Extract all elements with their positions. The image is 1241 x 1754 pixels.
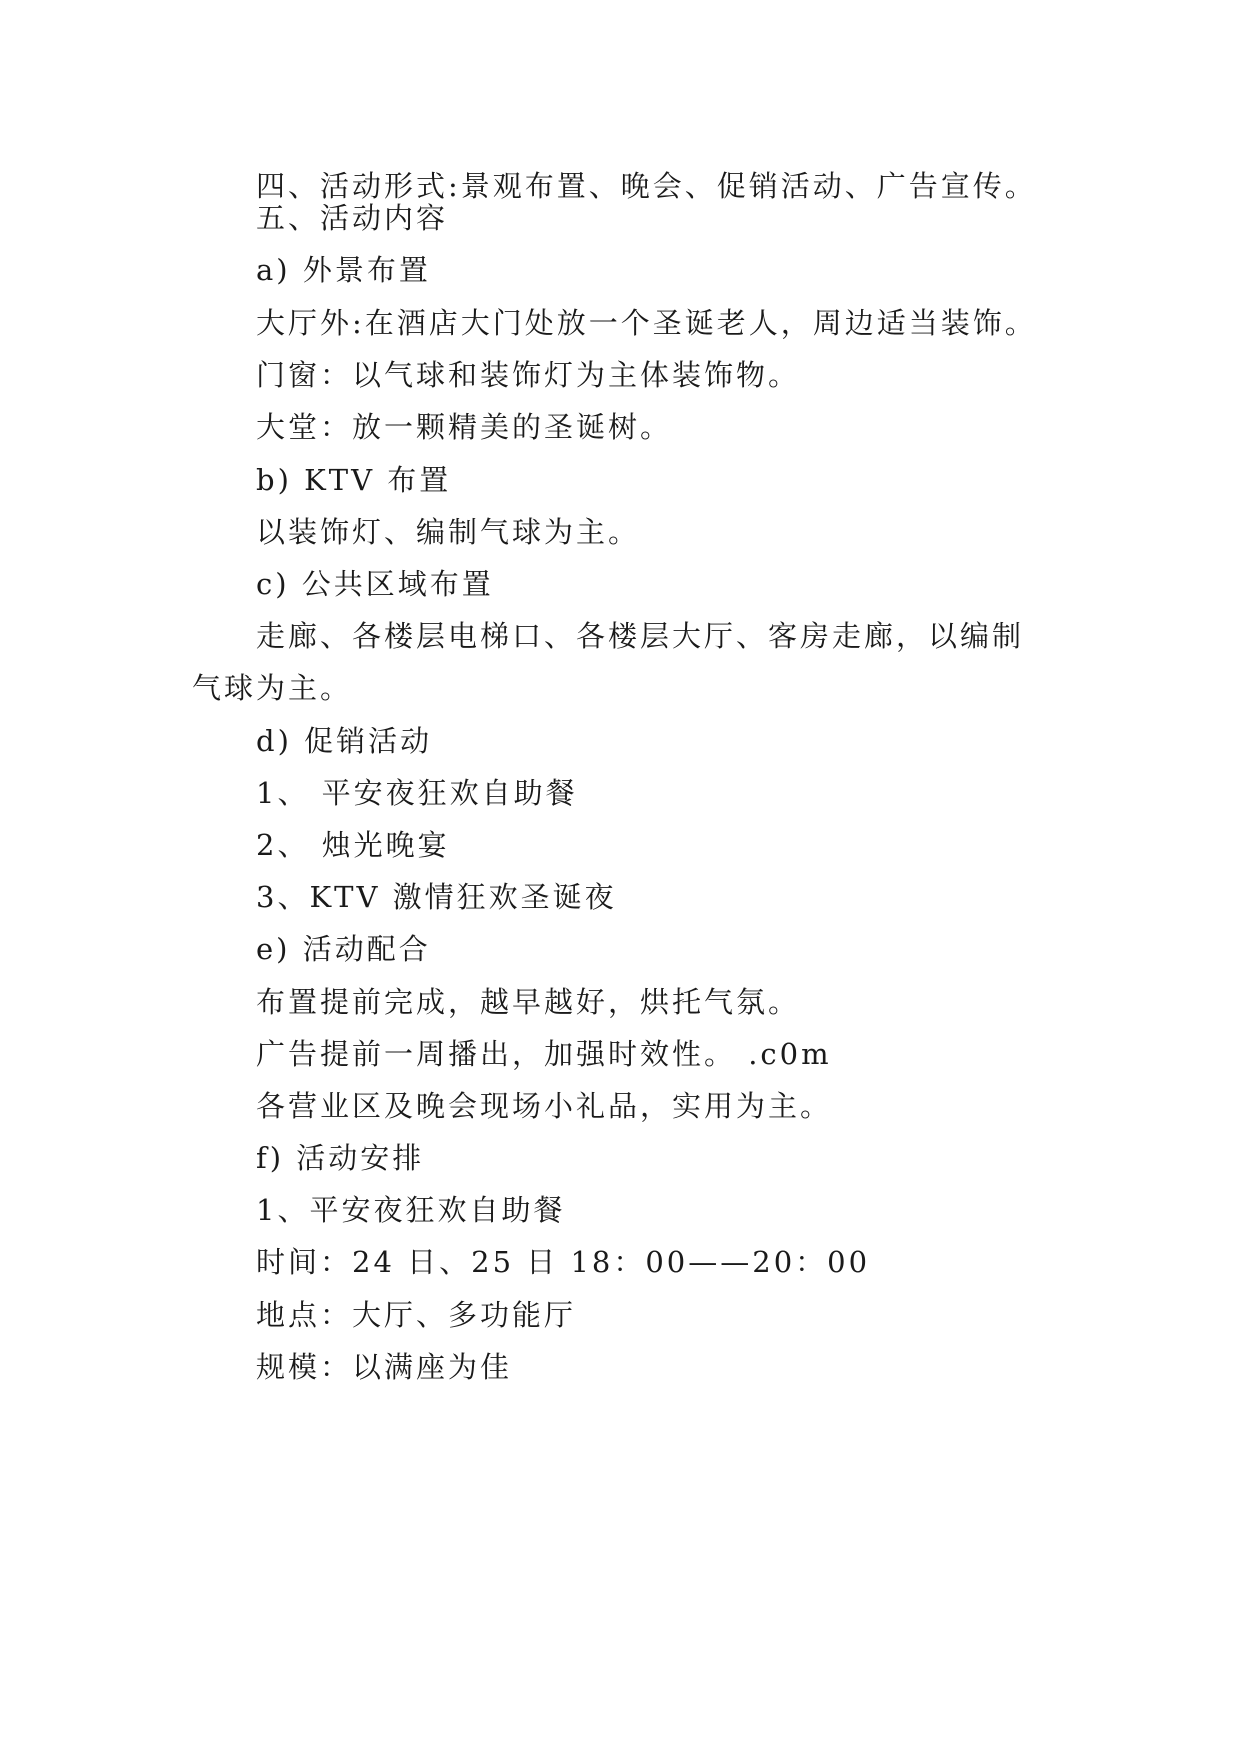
list-item-promotion-3: 3、KTV 激情狂欢圣诞夜	[256, 880, 617, 914]
paragraph-lobby: 大堂：放一颗精美的圣诞树。	[256, 410, 673, 444]
paragraph-public-area: 走廊、各楼层电梯口、各楼层大厅、客房走廊，以编制	[256, 619, 1025, 653]
paragraph-doors-windows: 门窗：以气球和装饰灯为主体装饰物。	[256, 358, 801, 392]
paragraph-coordination-3: 各营业区及晚会现场小礼品，实用为主。	[256, 1089, 833, 1123]
list-item-schedule-1: 1、平安夜狂欢自助餐	[256, 1193, 566, 1227]
subheading-ktv-decoration: b) KTV 布置	[256, 463, 452, 497]
section-heading-activity-content: 五、活动内容	[256, 201, 449, 235]
subheading-activity-coordination: e) 活动配合	[256, 932, 431, 966]
list-item-promotion-2: 2、 烛光晚宴	[256, 828, 450, 862]
subheading-exterior-decoration: a) 外景布置	[256, 253, 431, 287]
paragraph-location: 地点：大厅、多功能厅	[256, 1298, 577, 1332]
paragraph-coordination-2: 广告提前一周播出，加强时效性。 .c0m	[256, 1037, 832, 1071]
subheading-activity-schedule: f) 活动安排	[256, 1141, 425, 1175]
paragraph-time: 时间：24 日、25 日 18：00——20：00	[256, 1245, 871, 1279]
paragraph-coordination-1: 布置提前完成，越早越好，烘托气氛。	[256, 985, 801, 1019]
section-heading-activity-form: 四、活动形式:景观布置、晚会、促销活动、广告宣传。	[256, 169, 1037, 203]
paragraph-lobby-exterior: 大厅外:在酒店大门处放一个圣诞老人，周边适当装饰。	[256, 306, 1037, 340]
subheading-public-area: c) 公共区域布置	[256, 567, 494, 601]
list-item-promotion-1: 1、 平安夜狂欢自助餐	[256, 776, 578, 810]
paragraph-scale: 规模：以满座为佳	[256, 1350, 513, 1384]
subheading-promotions: d) 促销活动	[256, 724, 433, 758]
paragraph-public-area-continued: 气球为主。	[192, 671, 353, 705]
paragraph-ktv-decoration: 以装饰灯、编制气球为主。	[256, 515, 641, 549]
